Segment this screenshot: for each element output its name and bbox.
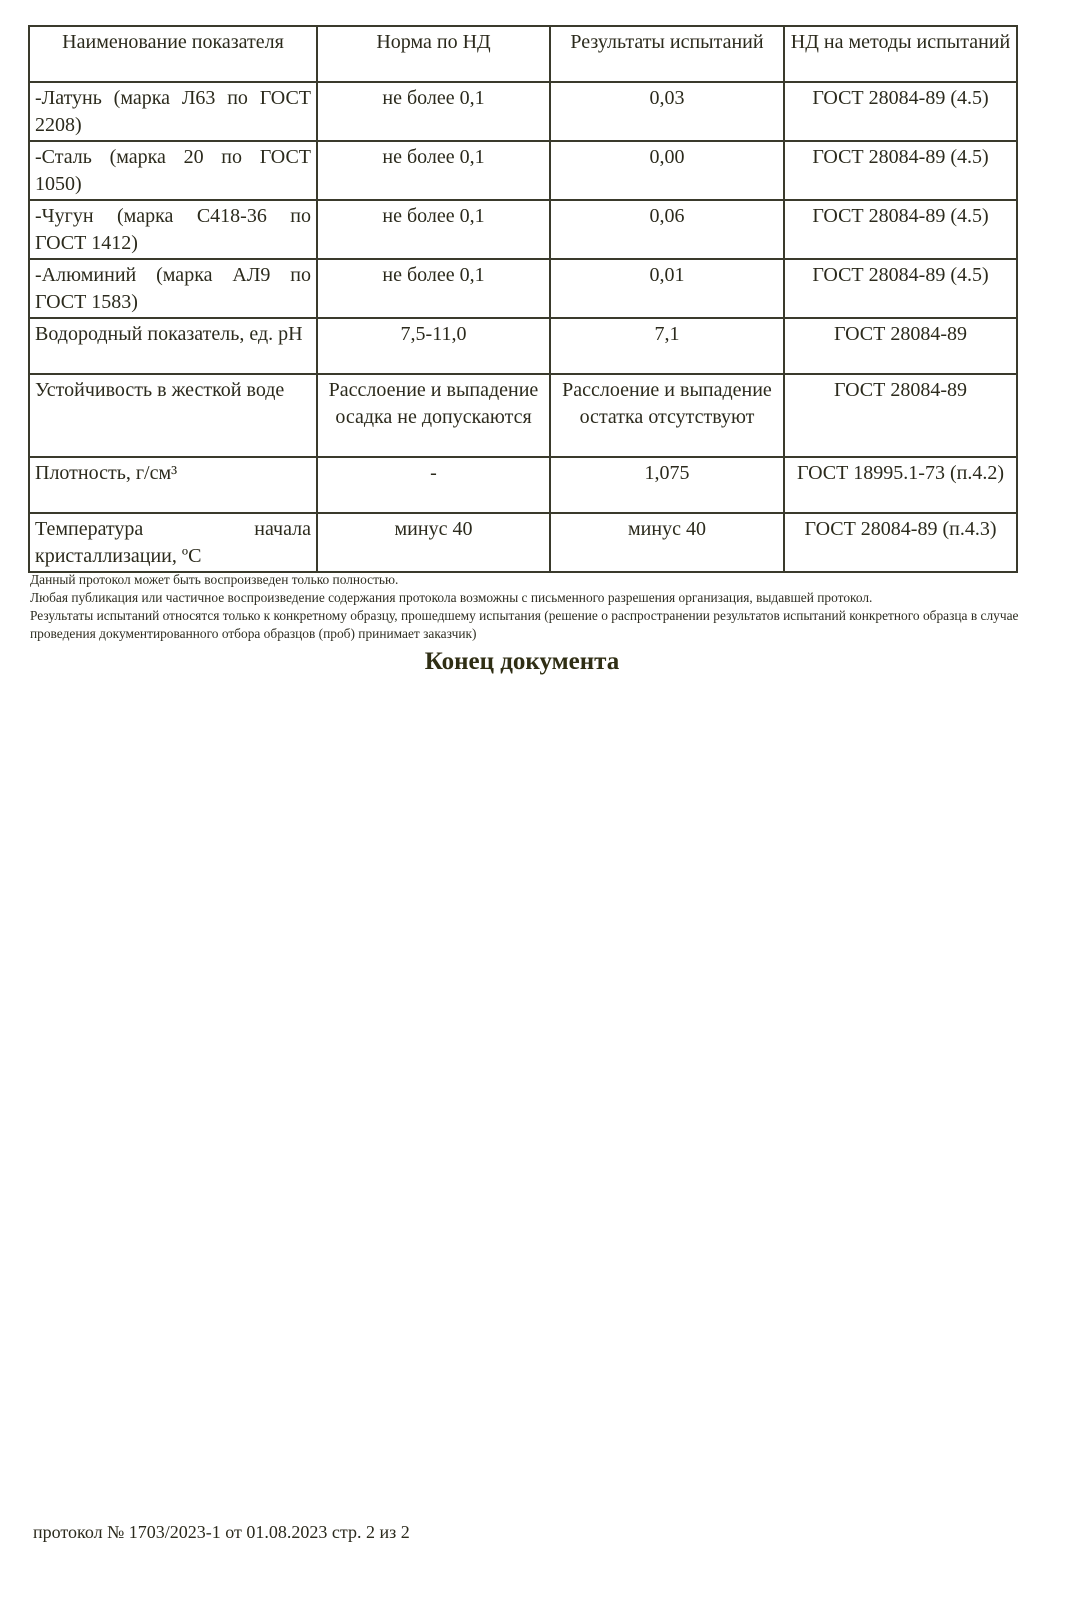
cell-indicator-name: -Латунь (марка Л63 по ГОСТ 2208) xyxy=(29,82,317,141)
table-row xyxy=(29,374,1017,457)
cell-method: ГОСТ 28084-89 (4.5) xyxy=(784,141,1017,200)
table-row xyxy=(29,259,1017,318)
table-row xyxy=(29,513,1017,572)
cell-result: минус 40 xyxy=(550,513,784,572)
cell-result: 0,03 xyxy=(550,82,784,141)
cell-norm: не более 0,1 xyxy=(317,259,550,318)
cell-method: ГОСТ 28084-89 (4.5) xyxy=(784,82,1017,141)
cell-indicator-name: Температура начала кристаллизации, ºС xyxy=(29,513,317,572)
cell-result: 0,01 xyxy=(550,259,784,318)
cell-indicator-name: Устойчивость в жесткой воде xyxy=(29,374,317,457)
table-row xyxy=(29,82,1017,141)
cell-method: ГОСТ 18995.1-73 (п.4.2) xyxy=(784,457,1017,513)
table-row xyxy=(29,141,1017,200)
cell-result: Расслоение и выпадение остатка отсутствуют xyxy=(550,374,784,457)
cell-indicator-name: Плотность, г/см³ xyxy=(29,457,317,513)
cell-norm: не более 0,1 xyxy=(317,141,550,200)
header-norm: Норма по НД xyxy=(317,26,550,82)
cell-norm: - xyxy=(317,457,550,513)
cell-result: 0,00 xyxy=(550,141,784,200)
disclaimer-line: Любая публикация или частичное воспроизведение содержания протокола возможны с письменного разрешения организация, выдавшей протокол. xyxy=(30,590,873,605)
cell-result: 0,06 xyxy=(550,200,784,259)
table-row xyxy=(29,200,1017,259)
cell-norm: не более 0,1 xyxy=(317,82,550,141)
cell-method: ГОСТ 28084-89 xyxy=(784,374,1017,457)
cell-method: ГОСТ 28084-89 (4.5) xyxy=(784,259,1017,318)
cell-indicator-name: -Сталь (марка 20 по ГОСТ 1050) xyxy=(29,141,317,200)
cell-indicator-name: -Чугун (марка С418-36 по ГОСТ 1412) xyxy=(29,200,317,259)
cell-method: ГОСТ 28084-89 (4.5) xyxy=(784,200,1017,259)
cell-method: ГОСТ 28084-89 xyxy=(784,318,1017,374)
table-row xyxy=(29,318,1017,374)
header-test-method: НД на методы испытаний xyxy=(784,26,1017,82)
end-of-document-title: Конец документа xyxy=(424,648,620,675)
table-row xyxy=(29,457,1017,513)
page-footer: протокол № 1703/2023-1 от 01.08.2023 стр. 2 из 2 xyxy=(33,1522,410,1542)
table-header-row xyxy=(29,26,1017,82)
disclaimer-line: Результаты испытаний относятся только к конкретному образцу, прошедшему испытания (решение о распространении результатов испытаний конкретного образца в случае проведения документированного отбора образцов (проб) принимает заказчик) xyxy=(30,608,1019,641)
cell-indicator-name: -Алюминий (марка АЛ9 по ГОСТ 1583) xyxy=(29,259,317,318)
cell-norm: 7,5-11,0 xyxy=(317,318,550,374)
disclaimer-line: Данный протокол может быть воспроизведен только полностью. xyxy=(30,572,399,587)
cell-norm: Расслоение и выпадение осадка не допускаются xyxy=(317,374,550,457)
disclaimer-notes xyxy=(30,571,1020,643)
cell-norm: не более 0,1 xyxy=(317,200,550,259)
cell-indicator-name: Водородный показатель, ед. pH xyxy=(29,318,317,374)
cell-result: 1,075 xyxy=(550,457,784,513)
header-indicator-name: Наименование показателя xyxy=(29,26,317,82)
cell-method: ГОСТ 28084-89 (п.4.3) xyxy=(784,513,1017,572)
cell-norm: минус 40 xyxy=(317,513,550,572)
cell-result: 7,1 xyxy=(550,318,784,374)
test-results-table xyxy=(28,25,1018,573)
header-test-result: Результаты испытаний xyxy=(550,26,784,82)
